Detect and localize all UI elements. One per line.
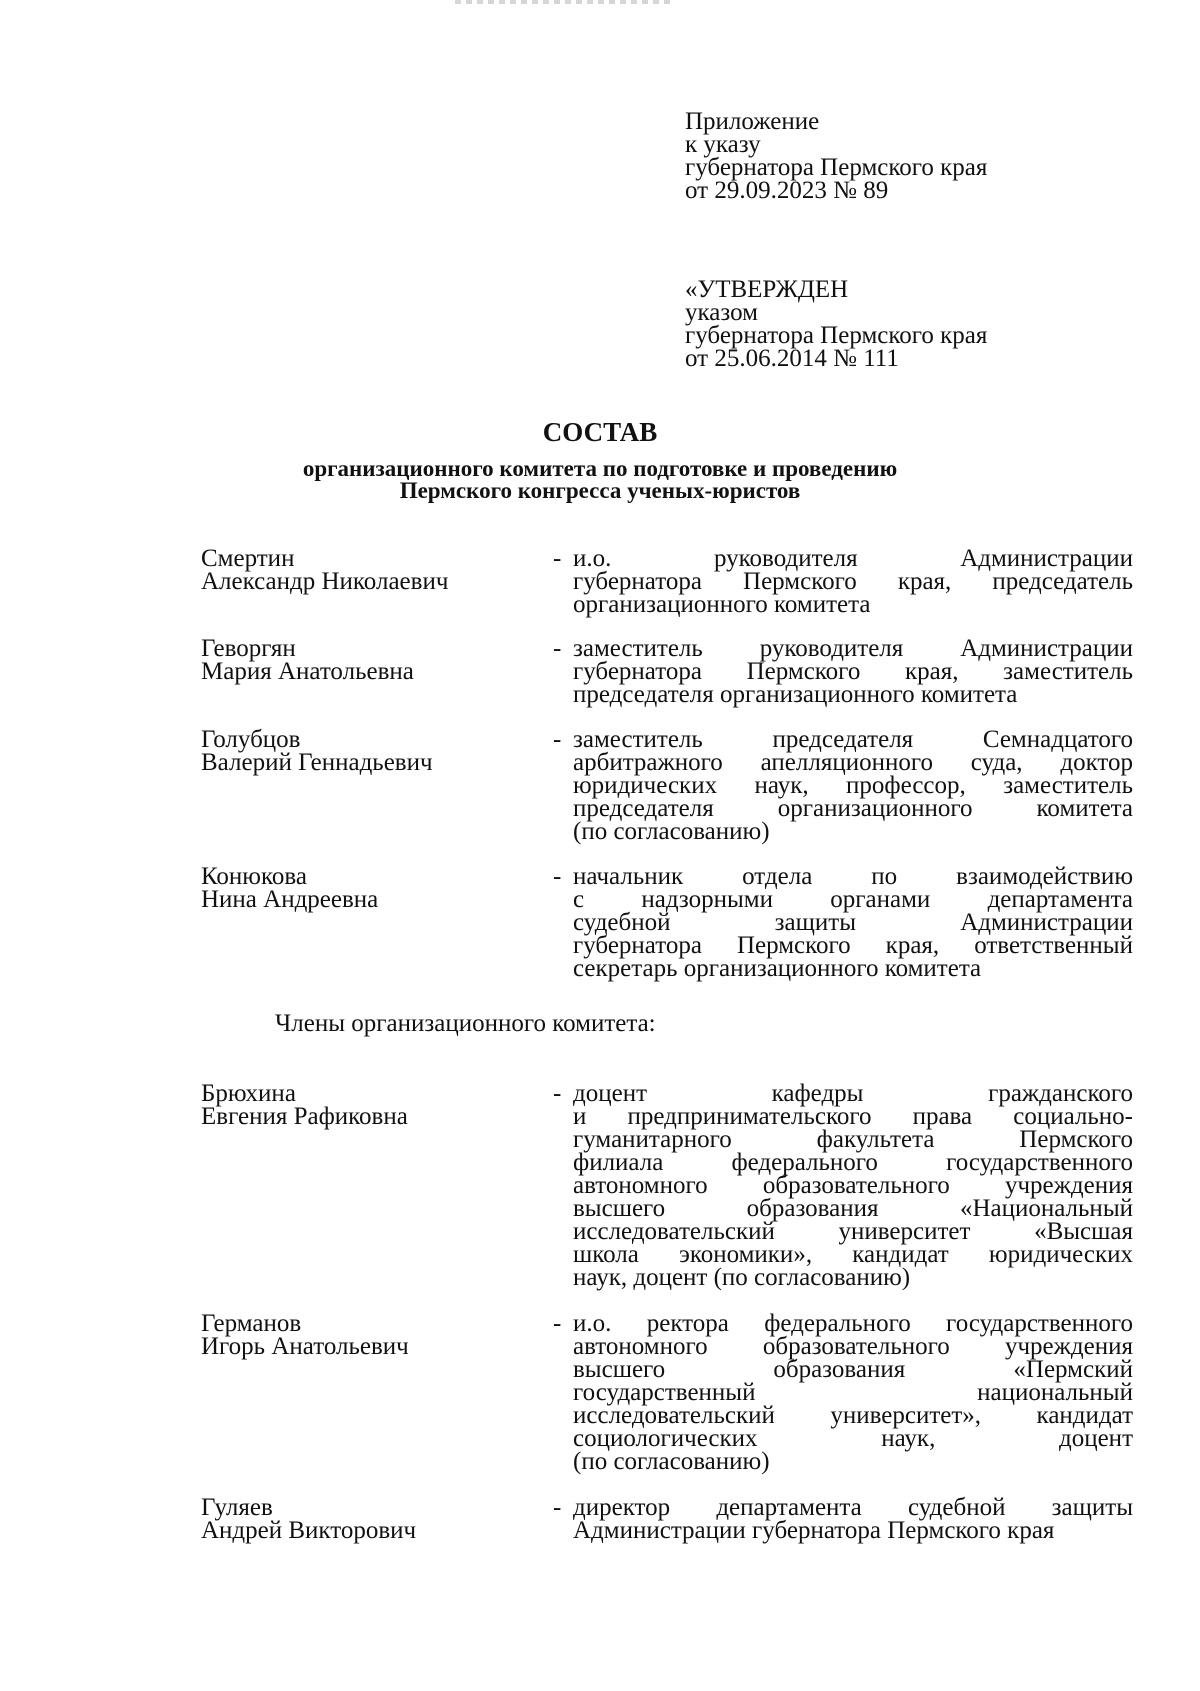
member-role bbox=[573, 865, 1133, 980]
members-heading: Члены организационного комитета: bbox=[275, 1010, 656, 1037]
role-line: организационного комитета bbox=[573, 591, 871, 618]
role-line: секретарь организационного комитета bbox=[573, 955, 982, 982]
role-line: губернатора Пермского края, заместитель bbox=[573, 658, 1133, 685]
role-line: доцент кафедры гражданского bbox=[573, 1080, 1133, 1107]
role-line: губернатора Пермского края, ответственный bbox=[573, 932, 1133, 959]
role-line: социологических наук, доцент bbox=[573, 1425, 1133, 1452]
member-role bbox=[573, 637, 1133, 706]
role-line: школа экономики», кандидат юридических bbox=[573, 1241, 1133, 1268]
appendix-line: к указу bbox=[685, 131, 761, 158]
role-line: заместитель председателя Семнадцатого bbox=[573, 726, 1133, 753]
given-names: Андрей Викторович bbox=[201, 1517, 417, 1544]
surname: Конюкова bbox=[201, 863, 307, 890]
given-names: Валерий Геннадьевич bbox=[201, 749, 433, 776]
approved-block bbox=[685, 278, 987, 370]
surname: Брюхина bbox=[201, 1080, 296, 1107]
role-line: с надзорными органами департамента bbox=[573, 886, 1133, 913]
role-line: (по согласованию) bbox=[573, 818, 770, 845]
dash: - bbox=[553, 545, 562, 572]
role-line: начальник отдела по взаимодействию bbox=[573, 863, 1133, 890]
role-line: филиала федерального государственного bbox=[573, 1149, 1133, 1176]
role-line: председателя организационного комитета bbox=[573, 795, 1133, 822]
role-line: государственный национальный bbox=[573, 1379, 1133, 1406]
role-line: наук, доцент (по согласованию) bbox=[573, 1264, 911, 1291]
role-line: директор департамента судебной защиты bbox=[573, 1494, 1133, 1521]
role-line: арбитражного апелляционного суда, доктор bbox=[573, 749, 1133, 776]
role-line: судебной защиты Администрации bbox=[573, 909, 1133, 936]
role-line: исследовательский университет», кандидат bbox=[573, 1402, 1133, 1429]
member-name bbox=[201, 637, 414, 683]
role-line: (по согласованию) bbox=[573, 1448, 770, 1475]
role-line: автономного образовательного учреждения bbox=[573, 1333, 1133, 1360]
appendix-line: от 29.09.2023 № 89 bbox=[685, 177, 889, 204]
dash: - bbox=[553, 635, 562, 662]
role-line: заместитель руководителя Администрации bbox=[573, 635, 1133, 662]
appendix-line: Приложение bbox=[685, 108, 820, 135]
subtitle-line: Пермского конгресса ученых-юристов bbox=[399, 478, 801, 503]
dash: - bbox=[553, 726, 562, 753]
given-names: Александр Николаевич bbox=[201, 568, 449, 595]
surname: Геворгян bbox=[201, 635, 296, 662]
approved-line: от 25.06.2014 № 111 bbox=[685, 345, 899, 372]
member-role bbox=[573, 1496, 1133, 1542]
scan-artifact bbox=[455, 0, 675, 4]
surname: Германов bbox=[201, 1310, 302, 1337]
member-name bbox=[201, 728, 433, 774]
role-line: и.о. ректора федерального государственного bbox=[573, 1310, 1133, 1337]
appendix-line: губернатора Пермского края bbox=[685, 154, 988, 181]
dash: - bbox=[553, 863, 562, 890]
given-names: Игорь Анатольевич bbox=[201, 1333, 409, 1360]
role-line: Администрации губернатора Пермского края bbox=[573, 1517, 1055, 1544]
member-role bbox=[573, 1082, 1133, 1289]
role-line: высшего образования «Национальный bbox=[573, 1195, 1133, 1222]
role-line: исследовательский университет «Высшая bbox=[573, 1218, 1133, 1245]
given-names: Нина Андреевна bbox=[201, 886, 379, 913]
role-line: юридических наук, профессор, заместитель bbox=[573, 772, 1133, 799]
role-line: и.о. руководителя Администрации bbox=[573, 545, 1133, 572]
document-subtitle bbox=[0, 458, 1200, 502]
dash: - bbox=[553, 1310, 562, 1337]
approved-line: указом bbox=[685, 299, 758, 326]
member-role bbox=[573, 547, 1133, 616]
surname: Голубцов bbox=[201, 726, 301, 753]
appendix-block bbox=[685, 110, 987, 202]
given-names: Мария Анатольевна bbox=[201, 658, 414, 685]
member-name bbox=[201, 1312, 409, 1358]
role-line: гуманитарного факультета Пермского bbox=[573, 1126, 1133, 1153]
approved-line: «УТВЕРЖДЕН bbox=[685, 276, 849, 303]
surname: Гуляев bbox=[201, 1494, 273, 1521]
member-name bbox=[201, 1082, 408, 1128]
member-role bbox=[573, 1312, 1133, 1473]
member-name bbox=[201, 547, 448, 593]
dash: - bbox=[553, 1080, 562, 1107]
approved-line: губернатора Пермского края bbox=[685, 322, 988, 349]
role-line: и предпринимательского права социально- bbox=[573, 1103, 1133, 1130]
given-names: Евгения Рафиковна bbox=[201, 1103, 408, 1130]
role-line: губернатора Пермского края, председатель bbox=[573, 568, 1133, 595]
role-line: председателя организационного комитета bbox=[573, 681, 1018, 708]
role-line: автономного образовательного учреждения bbox=[573, 1172, 1133, 1199]
member-name bbox=[201, 1496, 416, 1542]
member-name bbox=[201, 865, 378, 911]
subtitle-line: организационного комитета по подготовке и проведению bbox=[302, 456, 898, 481]
document-title: СОСТАВ bbox=[542, 417, 658, 447]
dash: - bbox=[553, 1494, 562, 1521]
member-role bbox=[573, 728, 1133, 843]
role-line: высшего образования «Пермский bbox=[573, 1356, 1133, 1383]
surname: Смертин bbox=[201, 545, 295, 572]
